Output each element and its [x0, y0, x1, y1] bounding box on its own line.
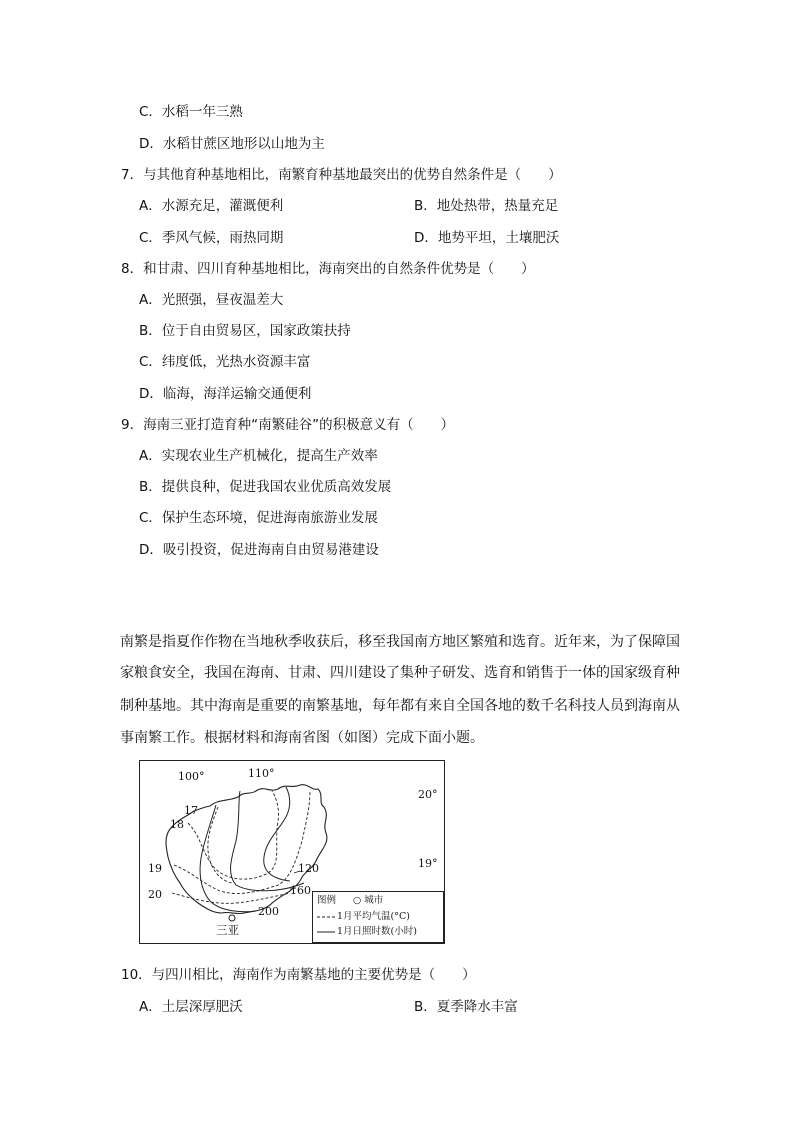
question-8: 8．和甘肃、四川育种基地相比，海南突出的自然条件优势是（ ） — [121, 261, 535, 277]
longitude-label: 100° — [178, 770, 205, 783]
latitude-label: 20° — [418, 788, 438, 801]
legend-title: 图例 — [317, 895, 337, 906]
sunshine-label: 200 — [258, 905, 279, 918]
material-paragraph-line: 制种基地。其中海南是重要的南繁基地，每年都有来自全国各地的数千名科技人员到海南从 — [120, 698, 680, 714]
question-9: 9．海南三亚打造育种“南繁硅谷”的积极意义有（ ） — [121, 417, 455, 433]
q7-option-a: A．水源充足，灌溉便利 — [139, 198, 284, 214]
isotherm-label: 17 — [184, 804, 198, 817]
q9-option-a: A．实现农业生产机械化，提高生产效率 — [139, 448, 378, 464]
legend-dashed-line-icon — [317, 914, 335, 920]
sunshine-line-160 — [231, 791, 304, 891]
question-10: 10．与四川相比，海南作为南繁基地的主要优势是（ ） — [121, 967, 476, 983]
legend-solid-line-icon — [317, 929, 335, 935]
q7-option-d: D．地势平坦，土壤肥沃 — [414, 230, 560, 246]
q8-option-a: A．光照强，昼夜温差大 — [139, 292, 284, 308]
material-paragraph-line: 家粮食安全，我国在海南、甘肃、四川建设了集种子研发、选育和销售于一体的国家级育种 — [120, 665, 680, 681]
material-paragraph-line: 南繁是指夏作作物在当地秋季收获后，移至我国南方地区繁殖和选育。近年来，为了保障国 — [120, 634, 680, 650]
material-paragraph-line: 事南繁工作。根据材料和海南省图（如图）完成下面小题。 — [120, 730, 484, 746]
q8-option-b: B．位于自由贸易区，国家政策扶持 — [139, 323, 351, 339]
legend-temperature: 1月平均气温(°C) — [337, 911, 410, 922]
q9-option-b: B．提供良种，促进我国农业优质高效发展 — [139, 479, 392, 495]
q7-option-c: C．季风气候，雨热同期 — [139, 230, 284, 246]
q8-option-c: C．纬度低，光热水资源丰富 — [139, 354, 311, 370]
sunshine-label: 160 — [290, 884, 311, 897]
legend-sunshine: 1月日照时数(小时) — [337, 926, 417, 937]
sunshine-line-200 — [200, 805, 256, 912]
isotherm-label: 18 — [170, 818, 184, 831]
q8-option-d: D．临海，海洋运输交通便利 — [139, 386, 312, 402]
q6-option-c: C．水稻一年三熟 — [139, 104, 243, 120]
sunshine-label: 120 — [298, 862, 319, 875]
hainan-map-figure — [139, 760, 445, 944]
isotherm-label: 20 — [148, 888, 162, 901]
longitude-label: 110° — [248, 767, 275, 780]
q6-option-d: D．水稻甘蔗区地形以山地为主 — [139, 136, 325, 152]
sanya-city-marker — [229, 915, 235, 921]
legend-city: ○ 城市 — [353, 895, 384, 906]
latitude-label: 19° — [418, 857, 438, 870]
q10-option-a: A．土层深厚肥沃 — [139, 999, 243, 1015]
city-label-sanya: 三亚 — [216, 923, 239, 937]
q10-option-b: B．夏季降水丰富 — [414, 999, 518, 1015]
q7-option-b: B．地处热带，热量充足 — [414, 198, 559, 214]
q9-option-c: C．保护生态环境，促进海南旅游业发展 — [139, 510, 378, 526]
question-7: 7．与其他育种基地相比，南繁育种基地最突出的优势自然条件是（ ） — [121, 167, 562, 183]
isotherm-20 — [172, 893, 290, 903]
q9-option-d: D．吸引投资，促进海南自由贸易港建设 — [139, 542, 379, 558]
isotherm-label: 19 — [148, 862, 162, 875]
map-legend — [312, 891, 444, 943]
